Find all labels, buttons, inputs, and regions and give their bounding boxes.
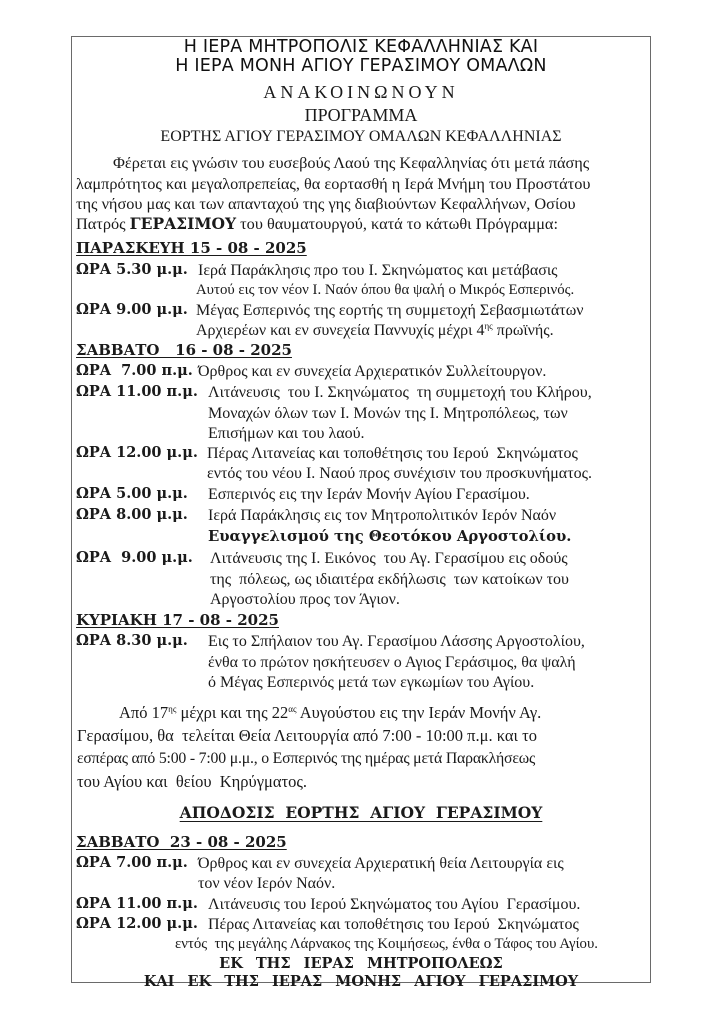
liturgy-note-line-2: Γερασίμου, θα τελείται Θεία Λειτουργία από 7:00 - 10:00 π.μ. και το bbox=[77, 726, 537, 745]
announce-heading: ΑΝΑΚΟΙΝΩΝΟΥΝ bbox=[263, 82, 459, 102]
day-label-sunday: ΚΥΡΙΑΚΗ 17 - 08 - 2025 bbox=[76, 611, 279, 629]
program-heading: ΠΡΟΓΡΑΜΜΑ bbox=[304, 105, 418, 125]
note-text: Αυγούστου εις την Ιεράν Μονήν Αγ. bbox=[296, 703, 542, 722]
event-desc: Όρθρος και εν συνεχεία Αρχιερατική θεία Λειτουργία εις bbox=[198, 855, 564, 872]
event-desc: της πόλεως, ως ιδιαιτέρα εκδήλωσις των κατοίκων του bbox=[210, 571, 569, 588]
event-time: ΩΡΑ 8.30 μ.μ. bbox=[76, 632, 188, 649]
intro-line-2: λαμπρότητος και μεγαλοπρεπείας, θα εορτασθή η Ιερά Μνήμη του Προστάτου bbox=[76, 174, 591, 193]
event-desc: Λιτάνευσις του Ι. Σκηνώματος τη συμμετοχή του Κλήρου, bbox=[208, 384, 592, 401]
event-desc: Όρθρος και εν συνεχεία Αρχιερατικόν Συλλείτουργον. bbox=[198, 363, 547, 380]
event-desc: Επισήμων και του λαού. bbox=[208, 425, 365, 442]
event-time: ΩΡΑ 5.00 μ.μ. bbox=[76, 485, 188, 502]
ordinal-suffix: ης bbox=[168, 704, 177, 714]
intro-text: του θαυματουργού, κατά το κάτωθι Πρόγραμμα: bbox=[236, 214, 558, 233]
day-label-saturday: ΣΑΒΒΑΤΟ 16 - 08 - 2025 bbox=[76, 341, 292, 359]
event-desc: ένθα το πρώτον ησκήτευσεν ο Αγιος Γεράσιμος, θα ψαλή bbox=[208, 654, 576, 671]
footer-line-1: ΕΚ ΤΗΣ ΙΕΡΑΣ ΜΗΤΡΟΠΟΛΕΩΣ bbox=[219, 955, 503, 972]
event-desc: Εσπερινός εις την Ιεράν Μονήν Αγίου Γερασίμου. bbox=[208, 486, 530, 503]
event-desc: Λιτάνευσις της Ι. Εικόνος του Αγ. Γερασίμου εις οδούς bbox=[210, 550, 568, 567]
event-text: Αρχιερέων και εν συνεχεία Παννυχίς μέχρι 4 bbox=[196, 322, 485, 339]
event-desc: εντός της μεγάλης Λάρνακος της Κοιμήσεως, ένθα ο Τάφος του Αγίου. bbox=[175, 936, 598, 952]
event-desc: ό Μέγας Εσπερινός μετά των εγκωμίων του Αγίου. bbox=[208, 674, 535, 691]
day-label-apodosis: ΣΑΒΒΑΤΟ 23 - 08 - 2025 bbox=[76, 833, 287, 851]
event-desc: Μέγας Εσπερινός της εορτής τη συμμετοχή Σεβασμιωτάτων bbox=[196, 302, 584, 319]
event-desc: Ιερά Παράκλησις εις τον Μητροπολιτικόν Ιερόν Ναόν bbox=[208, 507, 557, 524]
intro-line-3: της νήσου μας και των απανταχού της γης διαβιούντων Κεφαλλήνων, Οσίου bbox=[76, 194, 576, 213]
liturgy-note-line-4: του Αγίου και θείου Κηρύγματος. bbox=[77, 772, 308, 791]
header-line-2: Η ΙΕΡΑ ΜΟΝΗ ΑΓΙΟΥ ΓΕΡΑΣΙΜΟΥ ΟΜΑΛΩΝ bbox=[175, 56, 547, 76]
event-desc: Λιτάνευσις του Ιερού Σκηνώματος του Αγίου Γερασίμου. bbox=[208, 896, 581, 913]
event-time: ΩΡΑ 11.00 π.μ. bbox=[76, 383, 198, 400]
event-time: ΩΡΑ 9.00 μ.μ. bbox=[76, 301, 188, 318]
liturgy-note-line-1 bbox=[119, 705, 541, 722]
event-time: ΩΡΑ 7.00 π.μ. bbox=[76, 854, 188, 871]
note-text: μέχρι και της 22 bbox=[176, 703, 289, 722]
event-time: ΩΡΑ 11.00 π.μ. bbox=[76, 895, 198, 912]
ordinal-suffix: ας bbox=[288, 704, 297, 714]
event-time: ΩΡΑ 12.00 μ.μ. bbox=[76, 915, 198, 932]
event-desc: Ιερά Παράκλησις προ του Ι. Σκηνώματος και μετάβασις bbox=[198, 262, 558, 279]
event-desc: Αυτού εις τον νέον Ι. Ναόν όπου θα ψαλή ο Μικρός Εσπερινός. bbox=[196, 282, 575, 298]
event-text: πρωϊνής. bbox=[492, 322, 554, 339]
cathedral-name: Ευαγγελισμού της Θεοτόκου Αργοστολίου. bbox=[208, 528, 572, 545]
note-text: Από 17 bbox=[119, 703, 169, 722]
event-desc: τον νέον Ιερόν Ναόν. bbox=[198, 875, 336, 892]
apodosis-title: ΑΠΟΔΟΣΙΣ ΕΟΡΤΗΣ ΑΓΙΟΥ ΓΕΡΑΣΙΜΟΥ bbox=[179, 803, 543, 822]
event-desc: Πέρας Λιτανείας και τοποθέτησις του Ιερού Σκηνώματος bbox=[208, 916, 579, 933]
feast-heading: ΕΟΡΤΗΣ ΑΓΙΟΥ ΓΕΡΑΣΙΜΟΥ ΟΜΑΛΩΝ ΚΕΦΑΛΛΗΝΙΑΣ bbox=[160, 128, 562, 145]
event-desc: Εις το Σπήλαιον του Αγ. Γερασίμου Λάσσης Αργοστολίου, bbox=[208, 633, 585, 650]
event-desc: Αργοστολίου προς τον Άγιον. bbox=[210, 591, 400, 608]
intro-line-4 bbox=[76, 216, 558, 232]
event-desc: Πέρας Λιτανείας και τοποθέτησις του Ιερού Σκηνώματος bbox=[207, 445, 578, 462]
intro-line-1: Φέρεται εις γνώσιν του ευσεβούς Λαού της Κεφαλληνίας ότι μετά πάσης bbox=[113, 153, 590, 172]
event-time: ΩΡΑ 9.00 μ.μ. bbox=[76, 549, 193, 566]
liturgy-note-line-3: εσπέρας από 5:00 - 7:00 μ.μ., ο Εσπερινός της ημέρας μετά Παρακλήσεως bbox=[77, 750, 536, 767]
intro-text: Πατρός bbox=[76, 214, 130, 233]
header-line-1: Η ΙΕΡΑ ΜΗΤΡΟΠΟΛΙΣ ΚΕΦΑΛΛΗΝΙΑΣ ΚΑΙ bbox=[183, 37, 539, 57]
ordinal-suffix: ης bbox=[484, 321, 493, 331]
event-time: ΩΡΑ 7.00 π.μ. bbox=[76, 362, 193, 379]
event-time: ΩΡΑ 5.30 μ.μ. bbox=[76, 261, 188, 278]
footer-line-2: ΚΑΙ ΕΚ ΤΗΣ ΙΕΡΑΣ ΜΟΝΗΣ ΑΓΙΟΥ ΓΕΡΑΣΙΜΟΥ bbox=[143, 973, 579, 990]
event-desc bbox=[196, 322, 554, 339]
event-desc: Μοναχών όλων των Ι. Μονών της Ι. Μητροπόλεως, των bbox=[208, 405, 568, 422]
saint-name: ΓΕΡΑΣΙΜΟΥ bbox=[129, 214, 237, 233]
day-label-friday: ΠΑΡΑΣΚΕΥΗ 15 - 08 - 2025 bbox=[76, 239, 307, 257]
event-time: ΩΡΑ 8.00 μ.μ. bbox=[76, 506, 188, 523]
event-desc: εντός του νέου Ι. Ναού προς συνέχισιν του προσκυνήματος. bbox=[207, 465, 592, 482]
event-time: ΩΡΑ 12.00 μ.μ. bbox=[76, 444, 198, 461]
